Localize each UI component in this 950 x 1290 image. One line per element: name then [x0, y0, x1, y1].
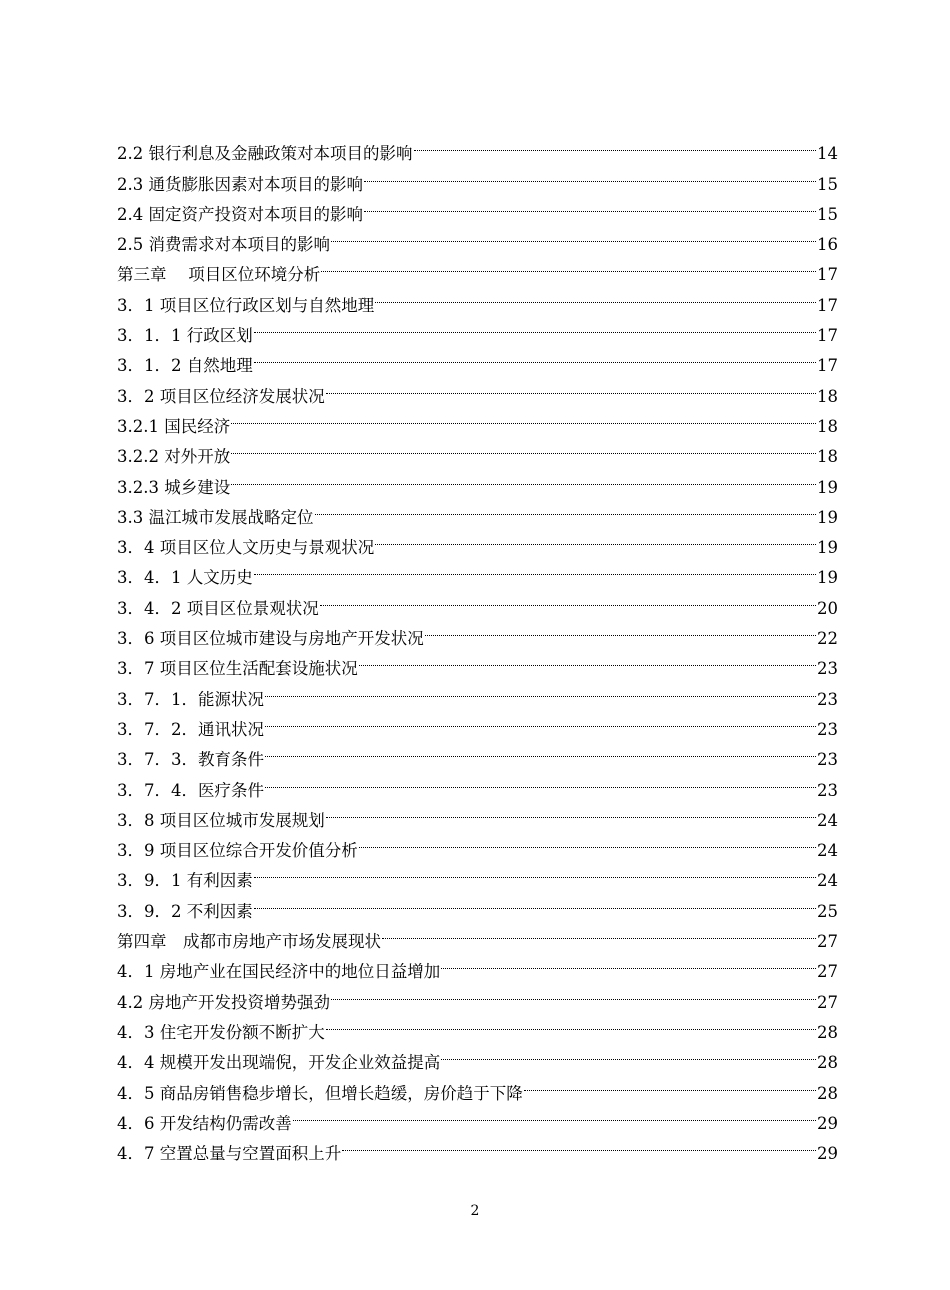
- toc-entry-title: 3．4．2 项目区位景观状况: [117, 598, 319, 618]
- toc-entry-page: 20: [817, 598, 838, 618]
- toc-dot-leader: [331, 977, 816, 1007]
- toc-dot-leader: [524, 1068, 816, 1098]
- toc-entry-page: 14: [817, 144, 838, 164]
- toc-entry-page: 24: [817, 841, 838, 861]
- toc-entry-page: 18: [817, 447, 838, 467]
- toc-entry-title: 2.4 固定资产投资对本项目的影响: [117, 204, 363, 224]
- toc-dot-leader: [441, 947, 816, 977]
- toc-entry-title: 3．7．3．教育条件: [117, 750, 264, 770]
- toc-entry-page: 18: [817, 386, 838, 406]
- toc-dot-leader: [231, 432, 816, 462]
- toc-entry-page: 24: [817, 871, 838, 891]
- toc-dot-leader: [331, 220, 816, 250]
- toc-entry-page: 19: [817, 568, 838, 588]
- toc-entry-page: 28: [817, 1053, 838, 1073]
- toc-entry-title: 3．4 项目区位人文历史与景观状况: [117, 538, 375, 558]
- toc-entry-page: 23: [817, 719, 838, 739]
- toc-entry-title: 4．6 开发结构仍需改善: [117, 1113, 292, 1133]
- toc-entry-page: 15: [817, 204, 838, 224]
- toc-entry-title: 3.2.2 对外开放: [117, 447, 231, 467]
- toc-dot-leader: [342, 1129, 816, 1159]
- toc-dot-leader: [326, 371, 816, 401]
- toc-entry-title: 3．8 项目区位城市发展规划: [117, 810, 325, 830]
- toc-dot-leader: [414, 129, 817, 159]
- toc-entry-title: 4.2 房地产开发投资增势强劲: [117, 992, 330, 1012]
- page-number: 2: [470, 1203, 480, 1219]
- toc-entry-title: 4．5 商品房销售稳步增长，但增长趋缓，房价趋于下降: [117, 1083, 523, 1103]
- toc-entry-title: 4．7 空置总量与空置面积上升: [117, 1144, 342, 1164]
- toc-entry-page: 27: [817, 992, 838, 1012]
- toc-entry-page: 17: [817, 295, 838, 315]
- toc-entry-page: 23: [817, 689, 838, 709]
- toc-entry-title: 4．1 房地产业在国民经济中的地位日益增加: [117, 962, 441, 982]
- toc-entry-title: 3．1．2 自然地理: [117, 356, 253, 376]
- toc-entry-page: 23: [817, 659, 838, 679]
- toc-entry-page: 27: [817, 932, 838, 952]
- toc-entry-title: 3.2.3 城乡建设: [117, 477, 231, 497]
- toc-dot-leader: [254, 856, 816, 886]
- table-of-contents: [117, 129, 838, 1164]
- toc-entry-page: 17: [817, 265, 838, 285]
- toc-entry-title: 3．9 项目区位综合开发价值分析: [117, 841, 358, 861]
- toc-dot-leader: [231, 402, 816, 432]
- toc-entry-title: 3.3 温江城市发展战略定位: [117, 507, 314, 527]
- toc-entry-title: 3．7．4．医疗条件: [117, 780, 264, 800]
- toc-entry-title: 3.2.1 国民经济: [117, 416, 231, 436]
- toc-entry-page: 16: [817, 235, 838, 255]
- toc-dot-leader: [425, 614, 816, 644]
- toc-dot-leader: [254, 311, 816, 341]
- toc-entry-page: 19: [817, 477, 838, 497]
- toc-dot-leader: [375, 280, 816, 310]
- toc-dot-leader: [382, 917, 816, 947]
- toc-entry-title: 3．1 项目区位行政区划与自然地理: [117, 295, 375, 315]
- toc-entry-page: 23: [817, 780, 838, 800]
- toc-dot-leader: [265, 735, 816, 765]
- toc-entry-title: 3．7．1．能源状况: [117, 689, 264, 709]
- toc-entry-page: 17: [817, 326, 838, 346]
- toc-entry-page: 28: [817, 1022, 838, 1042]
- toc-dot-leader: [441, 1038, 816, 1068]
- toc-entry[interactable]: [117, 129, 838, 164]
- toc-dot-leader: [326, 796, 816, 826]
- toc-entry-page: 28: [817, 1083, 838, 1103]
- toc-dot-leader: [320, 583, 816, 613]
- toc-dot-leader: [375, 523, 816, 553]
- toc-dot-leader: [265, 674, 816, 704]
- toc-entry-title: 3．7．2．通讯状况: [117, 719, 264, 739]
- toc-entry-title: 第三章 项目区位环境分析: [117, 265, 321, 285]
- toc-entry-title: 3．2 项目区位经济发展状况: [117, 386, 325, 406]
- toc-dot-leader: [326, 1008, 816, 1038]
- toc-entry-title: 第四章 成都市房地产市场发展现状: [117, 932, 381, 952]
- toc-entry-title: 3．4．1 人文历史: [117, 568, 253, 588]
- toc-entry-title: 2.5 消费需求对本项目的影响: [117, 235, 330, 255]
- toc-entry-page: 29: [817, 1113, 838, 1133]
- toc-entry-title: 4．3 住宅开发份额不断扩大: [117, 1022, 325, 1042]
- toc-entry-title: 2.2 银行利息及金融政策对本项目的影响: [117, 144, 413, 164]
- toc-entry-title: 3．7 项目区位生活配套设施状况: [117, 659, 358, 679]
- toc-entry-page: 27: [817, 962, 838, 982]
- toc-dot-leader: [254, 341, 816, 371]
- toc-entry-page: 25: [817, 901, 838, 921]
- toc-entry-title: 3．9．1 有利因素: [117, 871, 253, 891]
- toc-entry-page: 23: [817, 750, 838, 770]
- toc-entry-title: 3．6 项目区位城市建设与房地产开发状况: [117, 629, 424, 649]
- toc-dot-leader: [364, 159, 816, 189]
- toc-entry-page: 22: [817, 629, 838, 649]
- toc-entry-page: 17: [817, 356, 838, 376]
- toc-dot-leader: [359, 644, 816, 674]
- toc-dot-leader: [265, 765, 816, 795]
- toc-entry-page: 19: [817, 507, 838, 527]
- toc-entry-page: 29: [817, 1144, 838, 1164]
- toc-dot-leader: [364, 190, 816, 220]
- toc-entry-page: 18: [817, 416, 838, 436]
- toc-dot-leader: [321, 250, 816, 280]
- toc-dot-leader: [254, 553, 816, 583]
- toc-entry-page: 15: [817, 174, 838, 194]
- toc-dot-leader: [293, 1099, 816, 1129]
- toc-dot-leader: [254, 886, 816, 916]
- toc-dot-leader: [265, 705, 816, 735]
- toc-entry-title: 4．4 规模开发出现端倪，开发企业效益提高: [117, 1053, 441, 1073]
- toc-entry-title: 3．9．2 不利因素: [117, 901, 253, 921]
- toc-entry-page: 24: [817, 810, 838, 830]
- toc-entry-title: 3．1．1 行政区划: [117, 326, 253, 346]
- toc-dot-leader: [315, 493, 817, 523]
- toc-dot-leader: [231, 462, 816, 492]
- toc-entry-title: 2.3 通货膨胀因素对本项目的影响: [117, 174, 363, 194]
- toc-dot-leader: [359, 826, 816, 856]
- toc-entry-page: 19: [817, 538, 838, 558]
